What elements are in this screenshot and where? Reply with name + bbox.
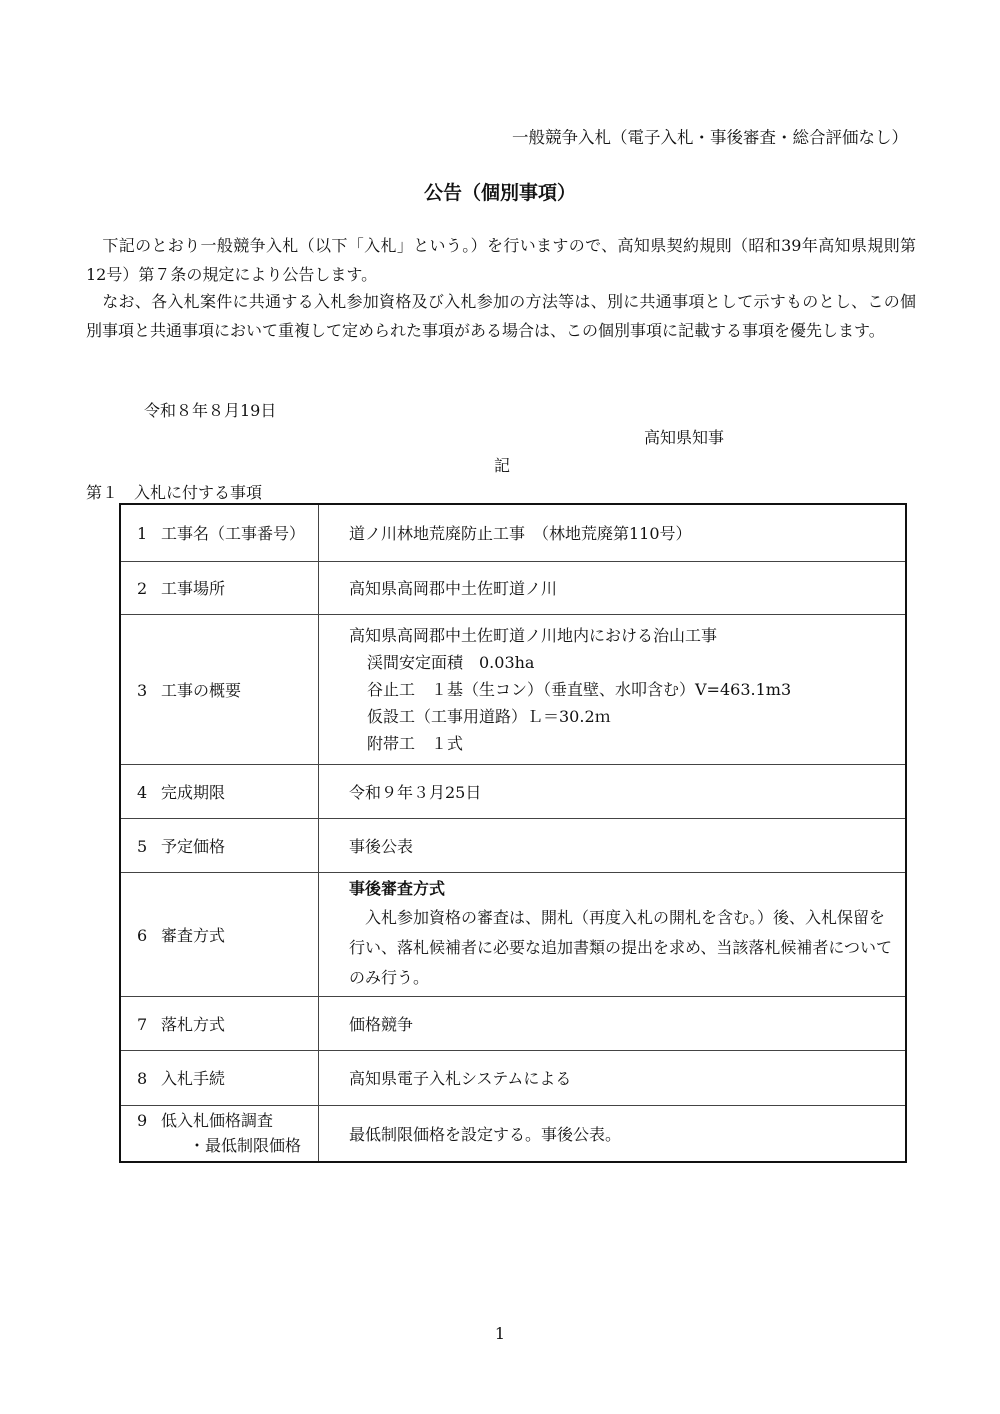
items-table (119, 503, 907, 1163)
row-value: 最低制限価格を設定する。事後公表。 (319, 1105, 907, 1162)
page-number: 1 (494, 1324, 506, 1343)
row-label: 2 工事場所 (120, 561, 319, 614)
table-row (120, 1105, 906, 1162)
row-value: 令和９年３月25日 (319, 764, 907, 818)
signer: 高知県知事 (644, 428, 725, 447)
row-label: 6 審査方式 (120, 872, 319, 996)
row-value: 高知県高岡郡中土佐町道ノ川 (319, 561, 907, 614)
row-value (319, 614, 907, 764)
row-label: 4 完成期限 (120, 764, 319, 818)
row-label: 1 工事名（工事番号） (120, 504, 319, 561)
row-label: 9 低入札価格調査 ・最低制限価格 (120, 1105, 319, 1162)
row-value (319, 872, 907, 996)
section-heading: 第１ 入札に付する事項 (86, 483, 263, 502)
row-label: 3 工事の概要 (120, 614, 319, 764)
page-title: 公告（個別事項） (423, 182, 576, 204)
row-value: 高知県電子入札システムによる (319, 1050, 907, 1105)
intro-paragraph-2: なお、各入札案件に共通する入札参加資格及び入札参加の方法等は、別に共通事項として示すものとし、この個別事項と共通事項において重複して定められた事項がある場合は、この個別事項に記載する事項を優先します。 (86, 292, 916, 340)
row-value: 道ノ川林地荒廃防止工事 （林地荒廃第110号） (319, 504, 907, 561)
table-row (120, 764, 906, 818)
table-row (120, 504, 906, 561)
ki-marker: 記 (494, 456, 511, 475)
overview-line: 谷止工 １基（生コン）（垂直壁、水叩含む）V=463.1m3 (367, 679, 792, 699)
table-row (120, 1050, 906, 1105)
exam-body: 入札参加資格の審査は、開札（再度入札の開札を含む。）後、入札保留を行い、落札候補者に必要な追加書類の提出を求め、当該落札候補者についてのみ行う。 (349, 908, 893, 987)
overview-line: 渓間安定面積 0.03ha (367, 652, 535, 672)
row-value: 事後公表 (319, 818, 907, 872)
intro-paragraph-1: 下記のとおり一般競争入札（以下「入札」という。）を行いますので、高知県契約規則（昭和39年高知県規則第12号）第７条の規定により公告します。 (86, 236, 916, 284)
table-row (120, 614, 906, 764)
overview-line: 高知県高岡郡中土佐町道ノ川地内における治山工事 (349, 625, 718, 645)
row-label: 8 入札手続 (120, 1050, 319, 1105)
table-row (120, 561, 906, 614)
overview-line: 仮設工（工事用道路）Ｌ＝30.2ｍ (367, 706, 611, 726)
notice-date: 令和８年８月19日 (144, 401, 277, 420)
table-row (120, 872, 906, 996)
row-label: 5 予定価格 (120, 818, 319, 872)
exam-heading: 事後審査方式 (349, 879, 446, 898)
row-label: 7 落札方式 (120, 996, 319, 1050)
bid-category: 一般競争入札（電子入札・事後審査・総合評価なし） (512, 128, 908, 147)
row-value: 価格競争 (319, 996, 907, 1050)
overview-line: 附帯工 １式 (367, 733, 464, 753)
table-row (120, 996, 906, 1050)
table-row (120, 818, 906, 872)
